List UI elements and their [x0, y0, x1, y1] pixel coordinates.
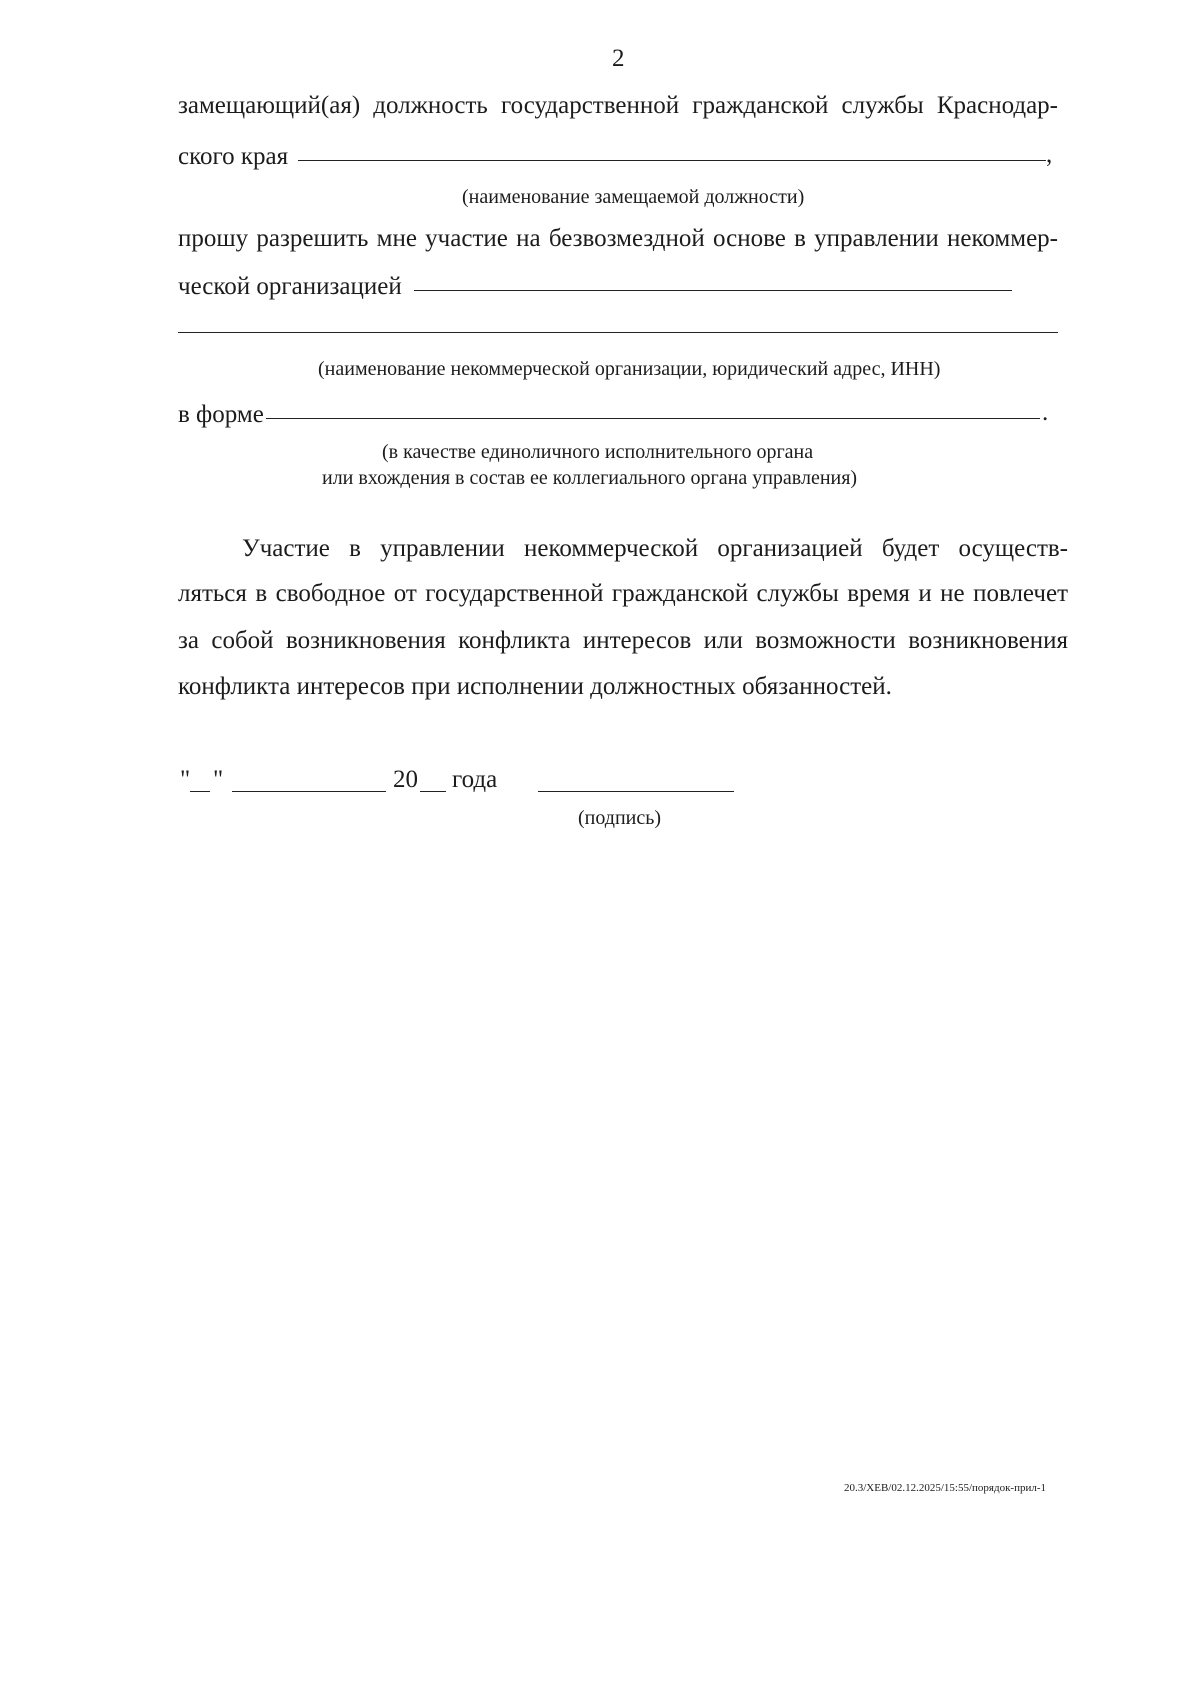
- caption-signature: (подпись): [578, 807, 662, 829]
- request-line-1: прошу разрешить мне участие на безвозмездной основе в управлении некоммер-: [178, 225, 1058, 252]
- date-year-field: [420, 791, 446, 792]
- paragraph-line-2: ляться в свободное от государственной гражданской службы время и не повлечет: [178, 580, 1068, 607]
- header-line-2-prefix: ского края: [178, 143, 289, 170]
- header-line-1: замещающий(ая) должность государственной гражданской службы Краснодар-: [178, 92, 1058, 119]
- form-prefix: в форме: [178, 401, 264, 428]
- caption-organization: (наименование некоммерческой организации, юридический адрес, ИНН): [318, 358, 941, 380]
- paragraph-line-4: конфликта интересов при исполнении должностных обязанностей.: [178, 673, 892, 700]
- organization-field-line-1: [414, 290, 1012, 291]
- date-quote-close: ": [213, 766, 224, 793]
- date-month-field: [232, 791, 386, 792]
- caption-form-line-2: или вхождения в состав ее коллегиального органа управления): [322, 467, 858, 489]
- position-field-line: [298, 160, 1046, 161]
- date-year-prefix: 20: [393, 766, 418, 793]
- signature-field-line: [538, 791, 734, 792]
- date-quote-open: ": [180, 766, 191, 793]
- paragraph-line-1: Участие в управлении некоммерческой организацией будет осуществ-: [242, 535, 1068, 562]
- date-year-suffix: года: [452, 766, 498, 793]
- position-field-comma: ,: [1046, 141, 1053, 168]
- request-line-2-prefix: ческой организацией: [178, 273, 402, 300]
- document-footer-stamp: 20.3/ХЕВ/02.12.2025/15:55/порядок-прил-1: [844, 1482, 1047, 1494]
- form-field-line: [266, 418, 1040, 419]
- organization-field-line-2: [178, 332, 1058, 333]
- paragraph-line-3: за собой возникновения конфликта интересов или возможности возникновения: [178, 627, 1068, 654]
- form-field-period: .: [1042, 399, 1049, 426]
- date-day-field: [190, 791, 210, 792]
- caption-position: (наименование замещаемой должности): [462, 186, 805, 208]
- caption-form-line-1: (в качестве единоличного исполнительного органа: [382, 441, 814, 463]
- page-number: 2: [612, 45, 625, 72]
